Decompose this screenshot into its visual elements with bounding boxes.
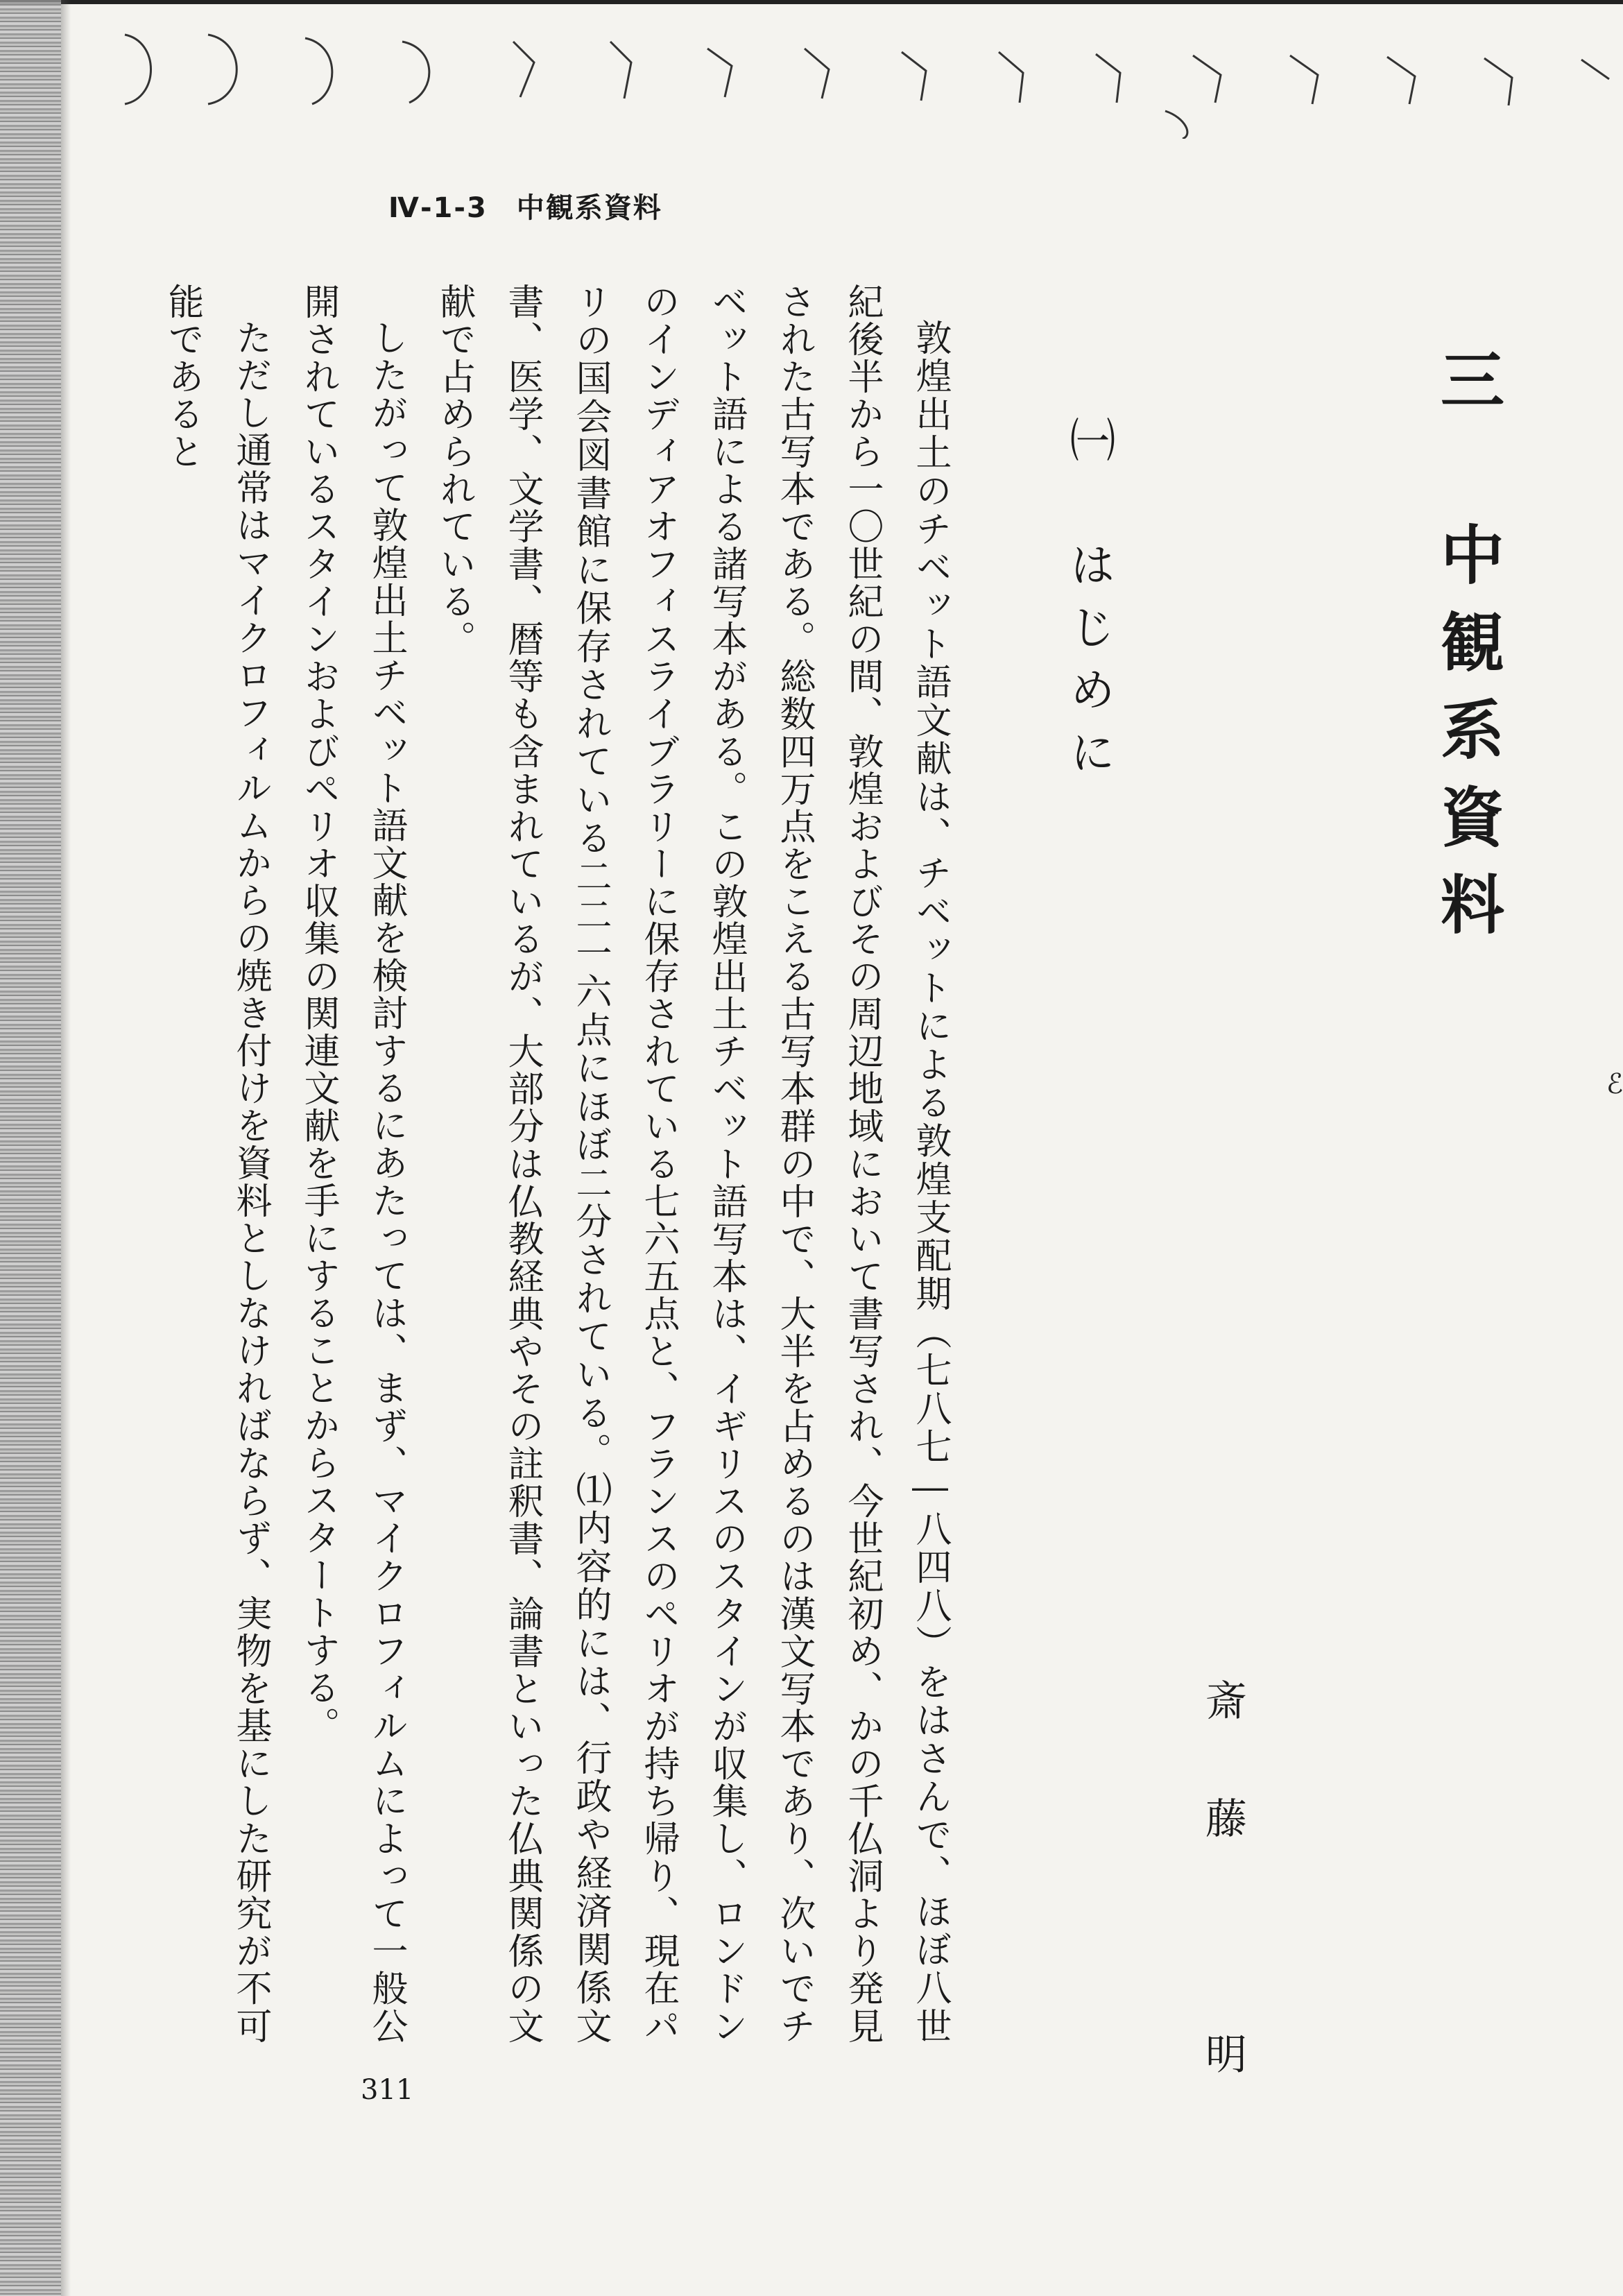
- binding-spine: [0, 0, 61, 2296]
- paragraph: したがって敦煌出土チベット語文献を検討するにあたっては、まず、マイクロフィルムによって一般公開されているスタインおよびペリオ収集の関連文献を手にすることからスタートする。: [298, 283, 407, 2045]
- stray-mark: ℰ: [1606, 1068, 1623, 1100]
- body-text: [148, 283, 964, 2045]
- paragraph: 敦煌出土のチベット語文献は、チベットによる敦煌支配期（七八七―八四八）をはさんで、ほぼ八世紀後半から一〇世紀の間、敦煌およびその周辺地域において書写され、今世紀初め、かの千仏洞より発見された古写本である。総数四万点をこえる古写本群の中で、大半を占めるのは漢文写本であり、次いでチベット語による諸写本がある。この敦煌出土チベット語写本は、イギリスのスタインが収集し、ロンドンのインディアオフィスライブラリーに保存されている七六五点と、フランスのペリオが持ち帰り、現在パリの国会図書館に保存されている二二一六点にほぼ二分されている。⑴内容的には、行政や経済関係文書、医学、文学書、暦等も含まれているが、大部分は仏教経典やその註釈書、論書といった仏典関係の文献で占められている。: [433, 283, 951, 2045]
- author-name: 斎藤 明: [1199, 1679, 1247, 2150]
- chapter-title: 三 中観系資料: [1430, 347, 1505, 959]
- paragraph: ただし通常はマイクロフィルムからの焼き付けを資料としなければならず、実物を基にした研究が不可能であると: [162, 283, 271, 2045]
- section-title: ㈠ はじめに: [1062, 416, 1115, 791]
- binding-shadow: [61, 0, 71, 2296]
- running-header: Ⅳ-1-3 中観系資料: [388, 192, 662, 224]
- page-number: 311: [361, 2074, 414, 2106]
- binding-marks: [83, 21, 1623, 139]
- top-border: [0, 0, 1623, 4]
